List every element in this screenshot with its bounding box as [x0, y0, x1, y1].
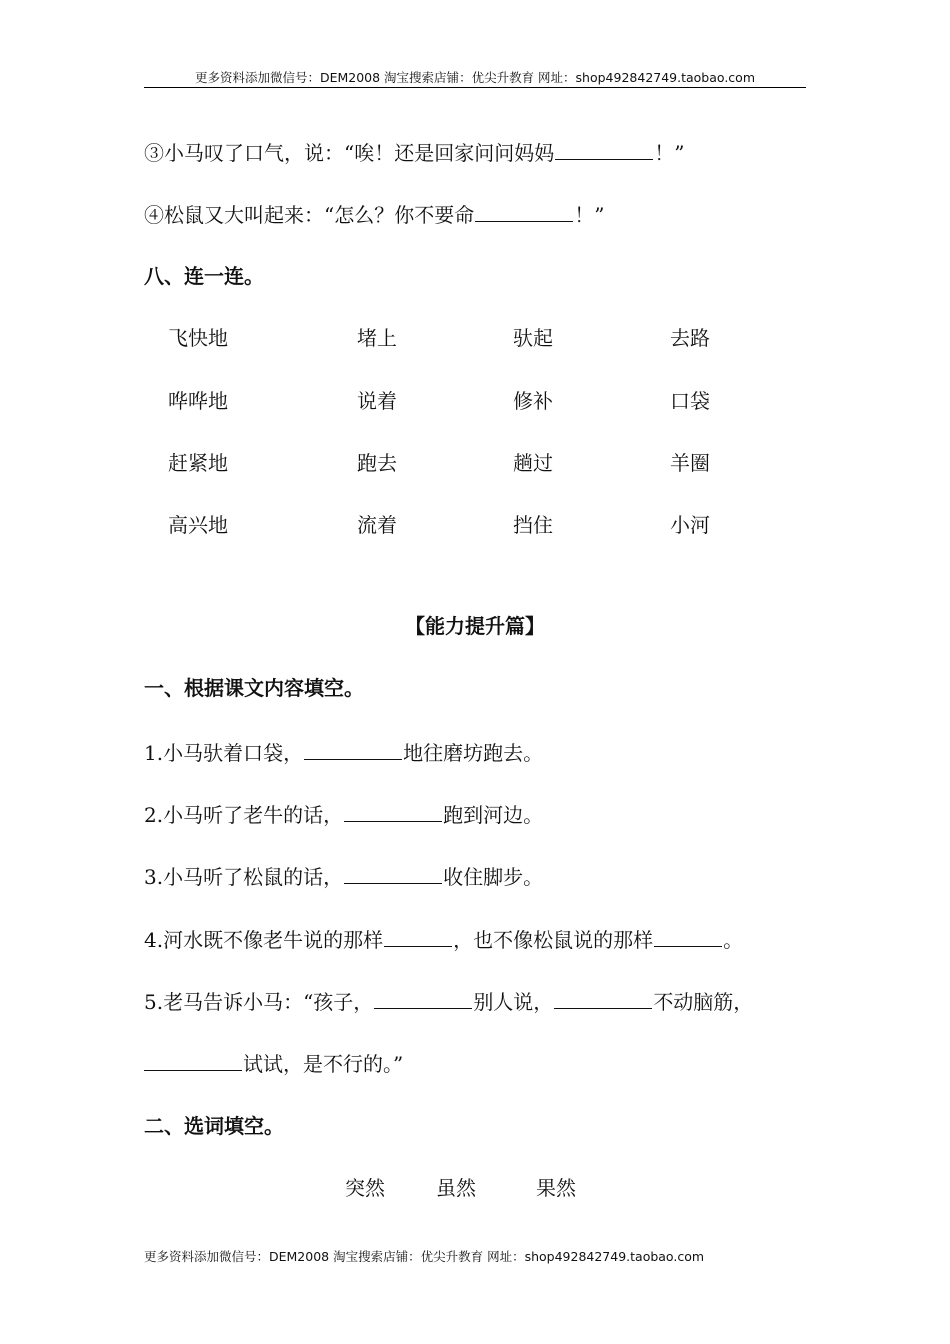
match-row — [0, 513, 950, 537]
s5-mid-1: 别人说， — [473, 990, 554, 1014]
fill-sentence-4 — [144, 926, 743, 952]
s4-end: 。 — [723, 928, 744, 952]
s3-end: 收住脚步。 — [443, 865, 544, 889]
s4-text: 4.河水既不像老牛说的那样 — [144, 928, 384, 952]
match-word: 哗哗地 — [168, 389, 228, 413]
match-word: 趟过 — [513, 451, 553, 475]
fill-sentence-1 — [144, 739, 543, 765]
match-word: 飞快地 — [168, 326, 228, 350]
s4-mid: ，也不像松鼠说的那样 — [453, 928, 654, 952]
fill-sentence-5-cont — [144, 1050, 403, 1076]
s4-blank-2[interactable] — [654, 926, 722, 947]
q3-text: ③小马叹了口气，说：“唉！还是回家问问妈妈 — [144, 141, 555, 165]
choice-word: 果然 — [536, 1176, 576, 1200]
part-2-title: 二、选词填空。 — [144, 1114, 284, 1138]
match-word: 小河 — [670, 513, 710, 537]
page-footer: 更多资料添加微信号：DEM2008 淘宝搜索店铺：优尖升教育 网址：shop492842749.taobao.com — [144, 1249, 705, 1264]
s2-end: 跑到河边。 — [443, 803, 544, 827]
s2-blank[interactable] — [344, 801, 442, 822]
s5-text: 5.老马告诉小马：“孩子， — [144, 990, 374, 1014]
match-word: 驮起 — [513, 326, 553, 350]
choice-word: 突然 — [345, 1176, 385, 1200]
fill-sentence-5 — [144, 988, 753, 1014]
match-word: 挡住 — [513, 513, 553, 537]
match-word: 说着 — [357, 389, 397, 413]
s1-blank[interactable] — [304, 739, 402, 760]
s5-blank-2[interactable] — [554, 988, 652, 1009]
header-divider — [144, 87, 806, 88]
section-8-title: 八、连一连。 — [144, 264, 264, 288]
q4-end: ！” — [574, 203, 605, 227]
match-word: 口袋 — [670, 389, 710, 413]
match-word: 流着 — [357, 513, 397, 537]
s4-blank-1[interactable] — [384, 926, 452, 947]
ability-section-title: 【能力提升篇】 — [405, 614, 545, 638]
s5-blank-3[interactable] — [144, 1050, 242, 1071]
match-row — [0, 451, 950, 475]
s5-blank-1[interactable] — [374, 988, 472, 1009]
fill-sentence-2 — [144, 801, 543, 827]
q3-blank[interactable] — [555, 139, 653, 160]
s3-text: 3.小马听了松鼠的话， — [144, 865, 344, 889]
s2-text: 2.小马听了老牛的话， — [144, 803, 344, 827]
s1-end: 地往磨坊跑去。 — [403, 741, 544, 765]
match-word: 修补 — [513, 389, 553, 413]
s1-text: 1.小马驮着口袋， — [144, 741, 304, 765]
s5-end: 试试，是不行的。” — [243, 1052, 404, 1076]
match-word: 赶紧地 — [168, 451, 228, 475]
match-word: 堵上 — [357, 326, 397, 350]
page-header: 更多资料添加微信号：DEM2008 淘宝搜索店铺：优尖升教育 网址：shop492842749.taobao.com — [194, 70, 756, 85]
match-row — [0, 326, 950, 350]
question-3 — [144, 139, 684, 165]
match-row — [0, 389, 950, 413]
choice-word: 虽然 — [436, 1176, 476, 1200]
part-1-title: 一、根据课文内容填空。 — [144, 676, 364, 700]
q4-text: ④松鼠又大叫起来：“怎么？你不要命 — [144, 203, 475, 227]
match-word: 跑去 — [357, 451, 397, 475]
q4-blank[interactable] — [475, 201, 573, 222]
s3-blank[interactable] — [344, 863, 442, 884]
match-word: 高兴地 — [168, 513, 228, 537]
match-word: 羊圈 — [670, 451, 710, 475]
question-4 — [144, 201, 604, 227]
q3-end: ！” — [654, 141, 685, 165]
match-word: 去路 — [670, 326, 710, 350]
fill-sentence-3 — [144, 863, 543, 889]
s5-mid-2: 不动脑筋， — [653, 990, 754, 1014]
